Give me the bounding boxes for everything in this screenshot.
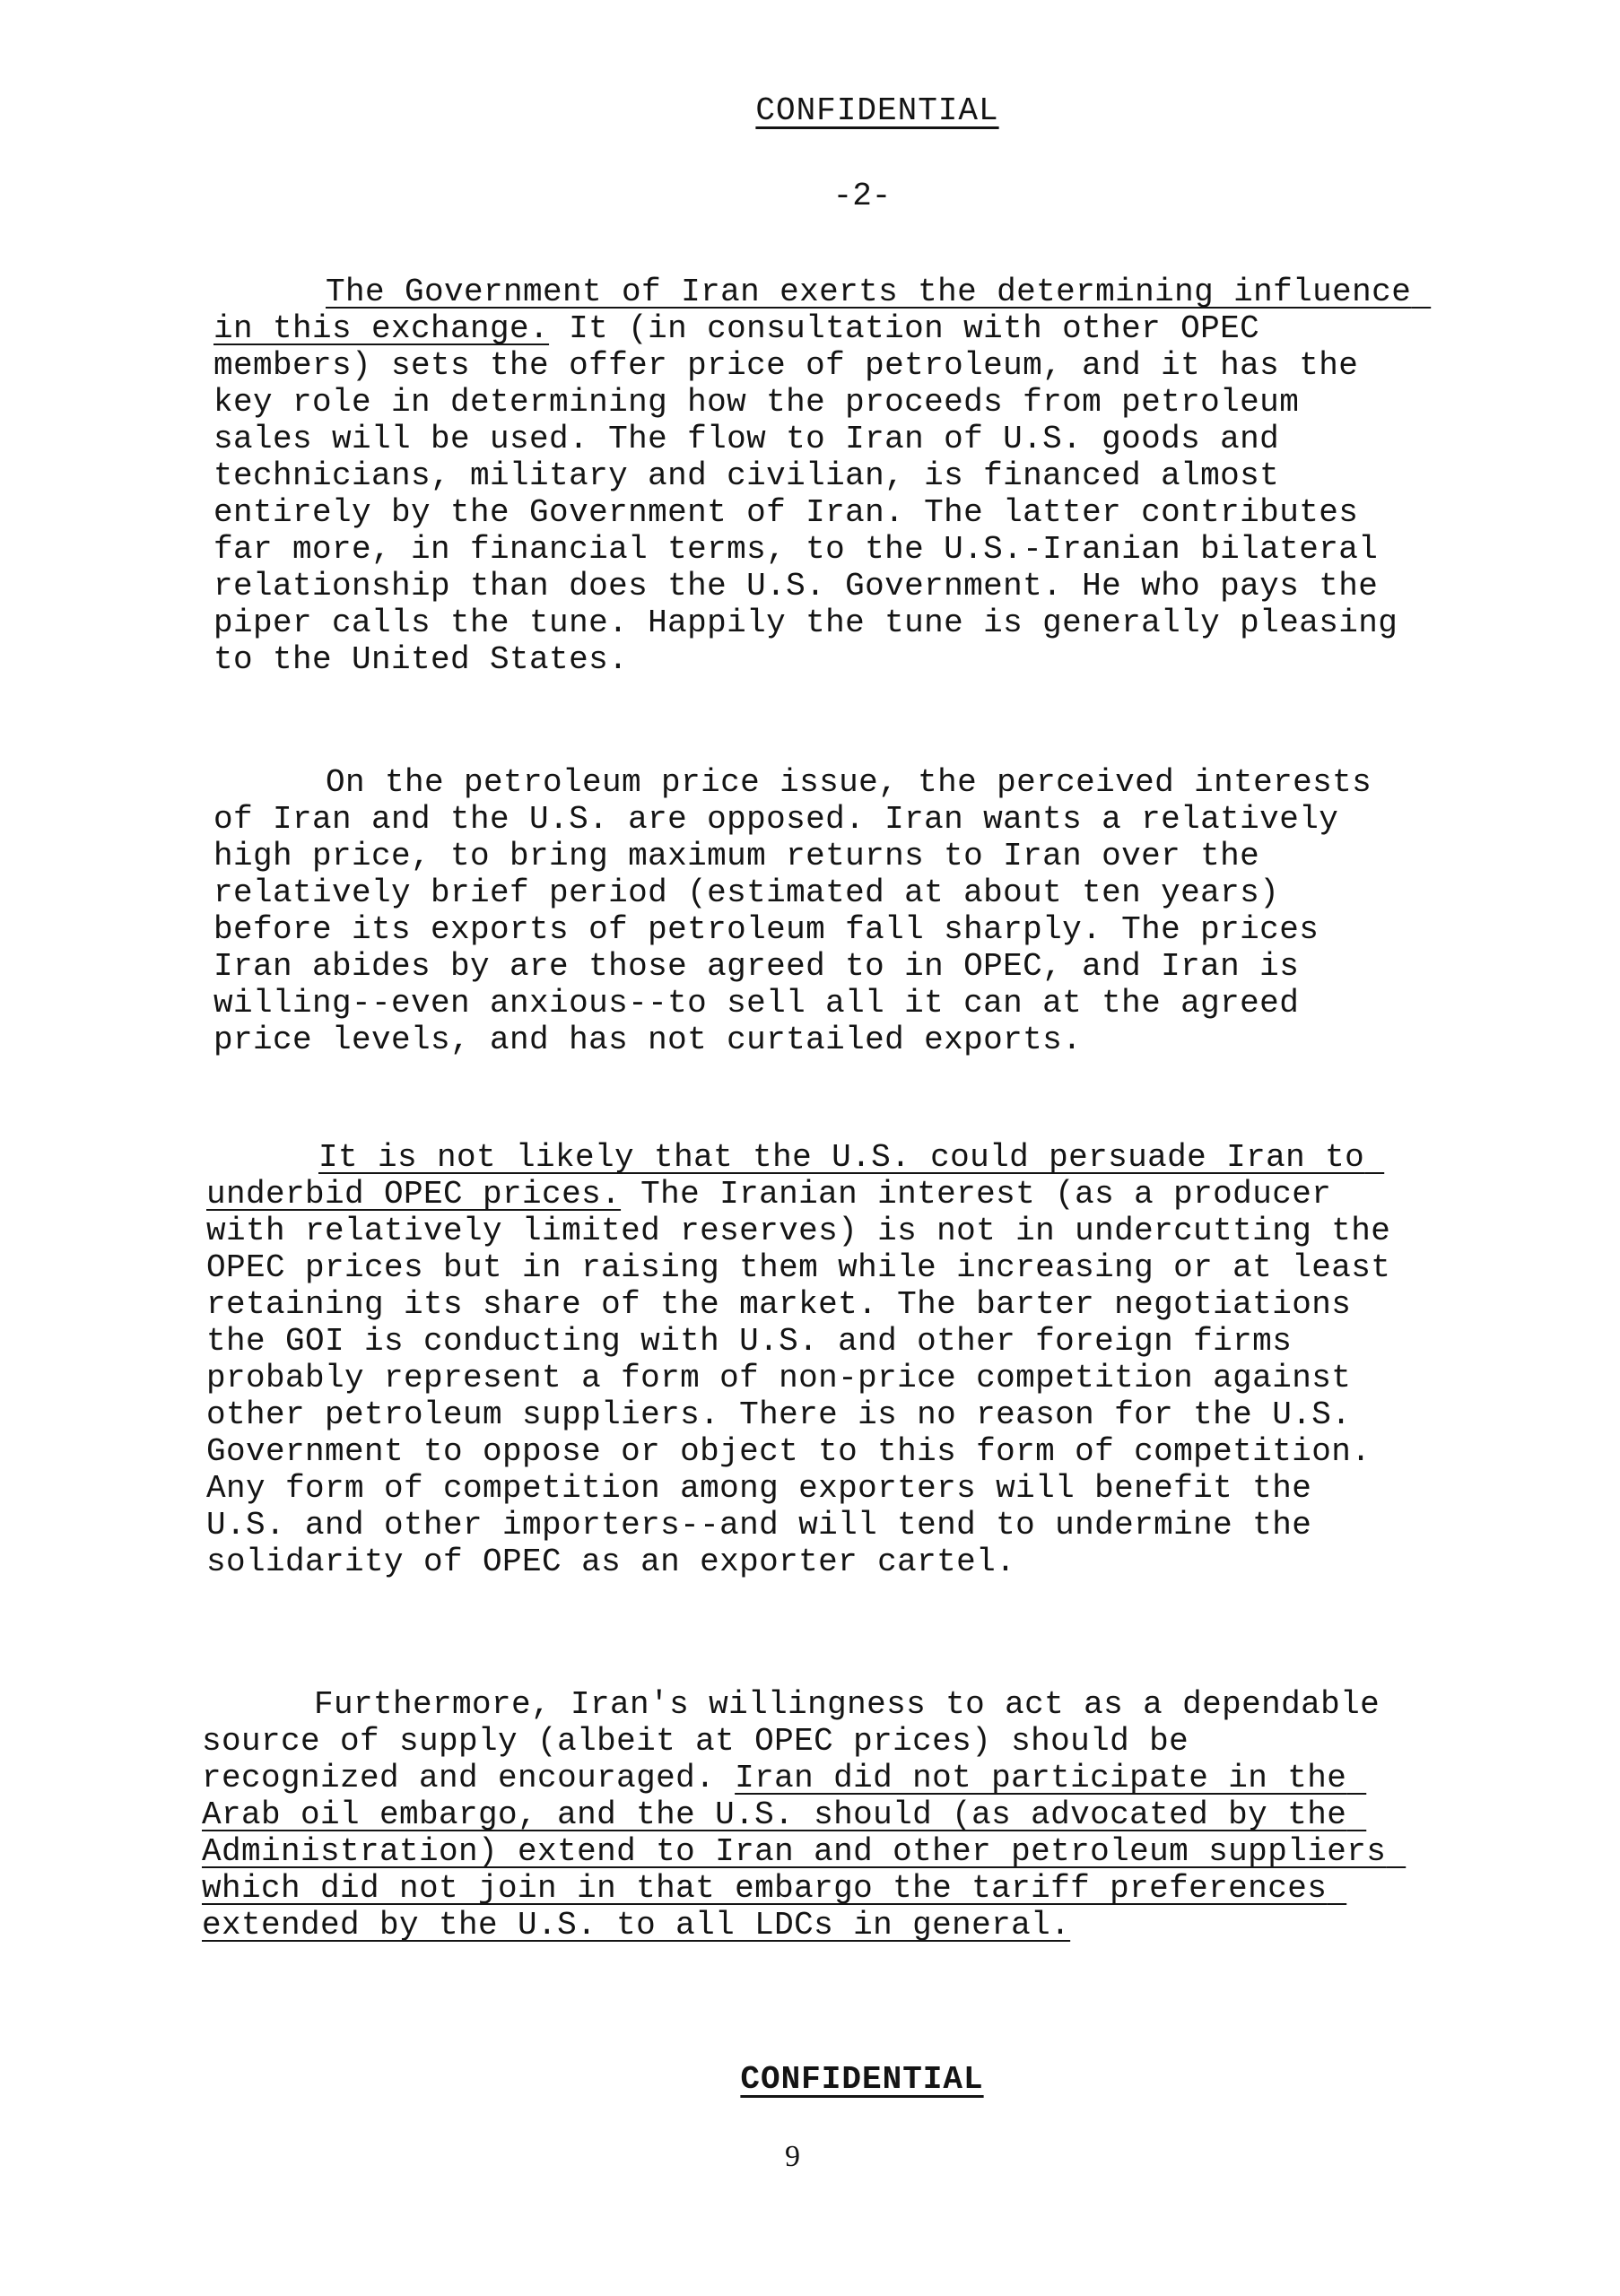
paragraph-text: The Iranian interest (as a producer with relatively limited reserves) is not in undercutting the OPEC prices but in raising them while increasing or at least retaining its share of the market. The barter negotiations the GOI is conducting with U.S. and other foreign firms probably represent a form of non-price competition against other petroleum suppliers. There is no reason for the U.S. Government to oppose or object to this form of competition. Any form of competition among exporters will benefit the U.S. and other importers--and will tend to undermine the solidarity of OPEC as an exporter cartel.: [206, 1176, 1411, 1580]
top-classification-marking: CONFIDENTIAL: [755, 92, 999, 129]
paragraph-4: [202, 1686, 1407, 1944]
paragraph-text: On the petroleum price issue, the perceived interests of Iran and the U.S. are opposed. Iran wants a relatively high price, to bring maximum returns to Iran over the relatively brief period (estimated at about ten years) before its exports of petroleum fall sharply. The prices Iran abides by are those agreed to in OPEC, and Iran is willing--even anxious--to sell all it can at the agreed price levels, and has not curtailed exports.: [213, 764, 1392, 1058]
paragraph-1: [213, 274, 1432, 678]
paragraph-text: Furthermore, Iran's willingness to act as a dependable source of supply (albeit at OPEC prices) should be recognized and encouraged.: [202, 1686, 1400, 1796]
page-number: 9: [785, 2140, 800, 2173]
page-marker: -2-: [832, 178, 892, 214]
document-body-2: [213, 764, 1415, 1096]
underlined-text: The Government of Iran exerts the determining influence in this exchange.: [213, 274, 1432, 347]
paragraph-3: [206, 1139, 1411, 1580]
bottom-classification-marking: CONFIDENTIAL: [740, 2061, 984, 2098]
document-body-3: [206, 1139, 1411, 1618]
underlined-text: It is not likely that the U.S. could persuade Iran to underbid OPEC prices.: [206, 1139, 1385, 1213]
document-body-4: [202, 1686, 1407, 1981]
document-body: [213, 274, 1432, 716]
underlined-text: Iran did not participate in the Arab oil embargo, and the U.S. should (as advocated by the Administration) extend to Iran and other petroleum suppliers which did not join in that embargo the tariff preferences extended by the U.S. to all LDCs in general.: [202, 1760, 1407, 1944]
paragraph-2: [213, 764, 1415, 1058]
paragraph-text: It (in consultation with other OPEC members) sets the offer price of petroleum, and it has the key role in determining how the proceeds from petroleum sales will be used. The flow to Iran of U.S. goods and technicians, military and civilian, is financed almost entirely by the Government of Iran. The latter contributes far more, in financial terms, to the U.S.-Iranian bilateral relationship than does the U.S. Government. He who pays the piper calls the tune. Happily the tune is generally pleasing to the United States.: [213, 310, 1418, 678]
